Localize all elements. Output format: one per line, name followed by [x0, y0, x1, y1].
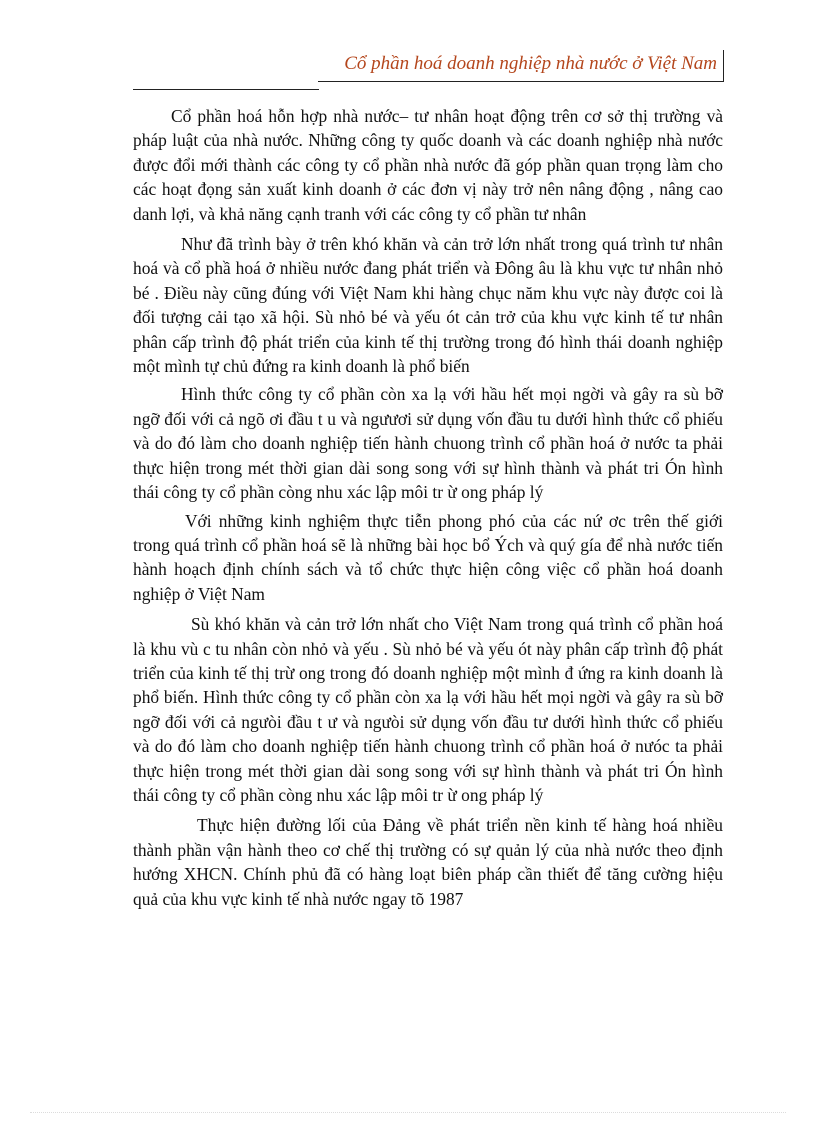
paragraph-2: Như đã trình bày ở trên khó khăn và cản trở lớn nhất trong quá trình tư nhân hoá và cổ phầ hoá ở nhiều nước đang phát triển và Đông âu là khu vực tư nhân nhỏ bé . Điều này cũng đúng với Việt Nam khi hàng chục năm khu vực này được coi là đối tượng cải tạo xã hội. Sù nhỏ bé và yếu ót cản trở của khu vực kinh tế tư nhân phân cấp trình độ phát triển của kinh tế thị trường trong đó hình thái doanh nghiệp một mình tự chủ đứng ra kinh doanh là phổ biến: [133, 234, 723, 377]
paragraph-1: Cổ phần hoá hỗn hợp nhà nước– tư nhân hoạt động trên cơ sở thị trường và pháp luật của nhà nước. Những công ty quốc doanh và các doanh nghiệp nhà nước được đổi mới thành các công ty cổ phần nhà nước đã góp phần quan trọng làm cho các hoạt đọng sản xuất kinh doanh ở các đơn vị này trở nên nâng động , nâng cao danh lợi, và khả năng cạnh tranh với các công ty cổ phần tư nhân: [133, 106, 723, 224]
paragraph-6: Thực hiện đường lối của Đảng về phát triển nền kinh tế hàng hoá nhiều thành phần vận hành theo cơ chế thị trường có sự quản lý của nhà nước theo định hướng XHCN. Chính phủ đã có hàng loạt biên pháp cần thiết để tăng cường hiệu quả của khu vực kinh tế nhà nước ngay tõ 1987: [133, 815, 723, 909]
paragraph-4: Với những kinh nghiệm thực tiễn phong phó của các nứ ơc trên thế giới trong quá trình cổ phần hoá sẽ là những bài học bổ Ých và quý gía để nhà nước tiến hành hoạch định chính sách và tổ chức thực hiện công việc cổ phần hoá doanh nghiệp ở Việt Nam: [133, 510, 723, 604]
page-header: [318, 50, 724, 82]
paragraph-3: Hình thức công ty cổ phần còn xa lạ với hầu hết mọi ngời và gây ra sù bỡ ngỡ đối với cả ngõ ơi đầu t u và ngưươi sử dụng vốn đầu tu dưới hình thức cổ phiếu và do đó làm cho doanh nghiệp tiến hành chuong trình cổ phần hoá ở nước ta phải thực hiện trong mét thời gian dài song song với sự hình thành và phát tri Ón hình thái công ty cổ phần còng nhu xác lập môi tr ừ ong pháp lý: [133, 384, 723, 503]
document-body: [133, 104, 723, 911]
header-rule: [133, 89, 319, 90]
page-bottom-border: [30, 1112, 786, 1113]
header-title: Cổ phần hoá doanh nghiệp nhà nước ở Việt Nam: [344, 53, 717, 74]
paragraph-5: Sù khó khăn và cản trở lớn nhất cho Việt Nam trong quá trình cổ phần hoá là khu vù c tu nhân còn nhỏ và yếu . Sù nhỏ bé và yếu ót này phân cấp trình độ phát triển của kinh tế thị trừ ong trong đó doanh nghiệp một mình đ ứng ra kinh doanh là phổ biến. Hình thức công ty cổ phần còn xa lạ với hầu hết mọi ngời và gây ra sù bỡ ngỡ đối với cả ngưòi đầu t ư và ngưòi sử dụng vốn đầu tư dưới hình thức cổ phiếu và do đó làm cho doanh nghiệp tiến hành chuong trình cổ phần hoá ở nưóc ta phải thực hiện trong mét thời gian dài song song với sự hình thành và phát tri Ón hình thái công ty cổ phần còng nhu xác lập môi tr ừ ong pháp lý: [133, 614, 723, 805]
